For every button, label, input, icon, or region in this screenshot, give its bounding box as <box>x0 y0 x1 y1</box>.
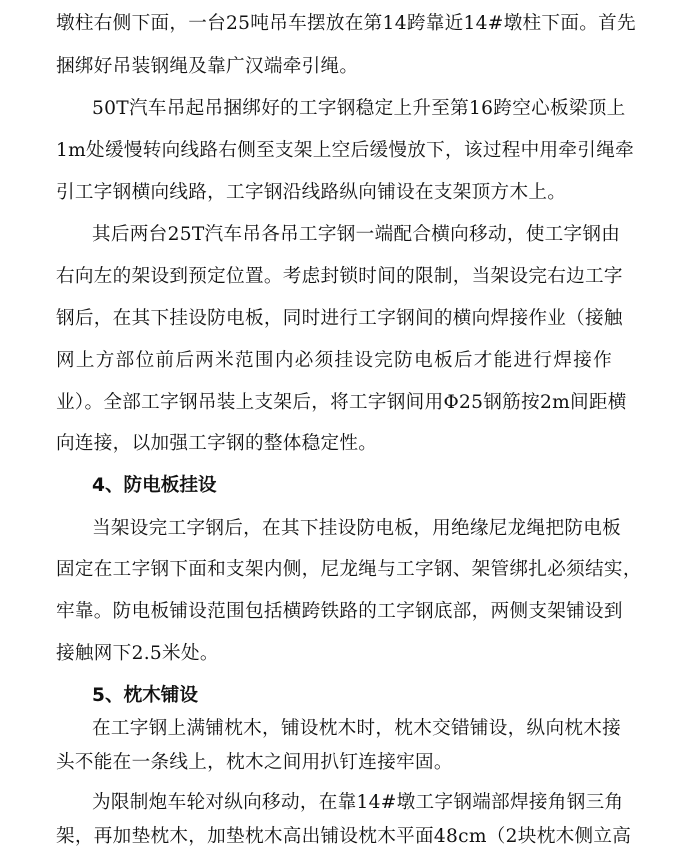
text-line: 在工字钢上满铺枕木，铺设枕木时，枕木交错铺设，纵向枕木接 <box>92 718 622 739</box>
text-line: 其后两台25T汽车吊各吊工字钢一端配合横向移动，使工字钢由 <box>92 224 621 245</box>
text-line: 墩柱右侧下面，一台25吨吊车摆放在第14跨靠近14#墩柱下面。首先 <box>56 13 636 34</box>
text-line: 网上方部位前后两米范围内必须挂设完防电板后才能进行焊接作 <box>56 350 612 371</box>
text-line: 架，再加垫枕木，加垫枕木高出铺设枕木平面48cm（2块枕木侧立高 <box>56 826 632 847</box>
text-line: 接触网下2.5米处。 <box>56 643 219 664</box>
text-line: 当架设完工字钢后，在其下挂设防电板，用绝缘尼龙绳把防电板 <box>92 518 622 539</box>
text-line: 固定在工字钢下面和支架内侧，尼龙绳与工字钢、架管绑扎必须结实， <box>56 559 642 580</box>
section-heading: 4、防电板挂设 <box>92 475 217 496</box>
text-line: 捆绑好吊装钢绳及靠广汉端牵引绳。 <box>56 56 359 77</box>
text-line: 钢后，在其下挂设防电板，同时进行工字钢间的横向焊接作业（接触 <box>56 308 623 329</box>
text-line: 引工字钢横向线路，工字钢沿线路纵向铺设在支架顶方木上。 <box>56 182 567 203</box>
section-heading: 5、枕木铺设 <box>92 685 198 706</box>
text-line: 牢靠。防电板铺设范围包括横跨铁路的工字钢底部，两侧支架铺设到 <box>56 601 623 622</box>
text-line: 50T汽车吊起吊捆绑好的工字钢稳定上升至第16跨空心板梁顶上 <box>92 98 626 119</box>
text-line: 1m处缓慢转向线路右侧至支架上空后缓慢放下，该过程中用牵引绳牵 <box>56 140 634 161</box>
text-line: 头不能在一条线上，枕木之间用扒钉连接牢固。 <box>56 752 453 773</box>
text-line: 为限制炮车轮对纵向移动，在靠14#墩工字钢端部焊接角钢三角 <box>92 792 624 813</box>
text-line: 业）。全部工字钢吊装上支架后，将工字钢间用Φ25钢筋按2m间距横 <box>56 392 627 413</box>
text-line: 右向左的架设到预定位置。考虑封锁时间的限制，当架设完右边工字 <box>56 266 623 287</box>
text-line: 向连接，以加强工字钢的整体稳定性。 <box>56 433 378 454</box>
